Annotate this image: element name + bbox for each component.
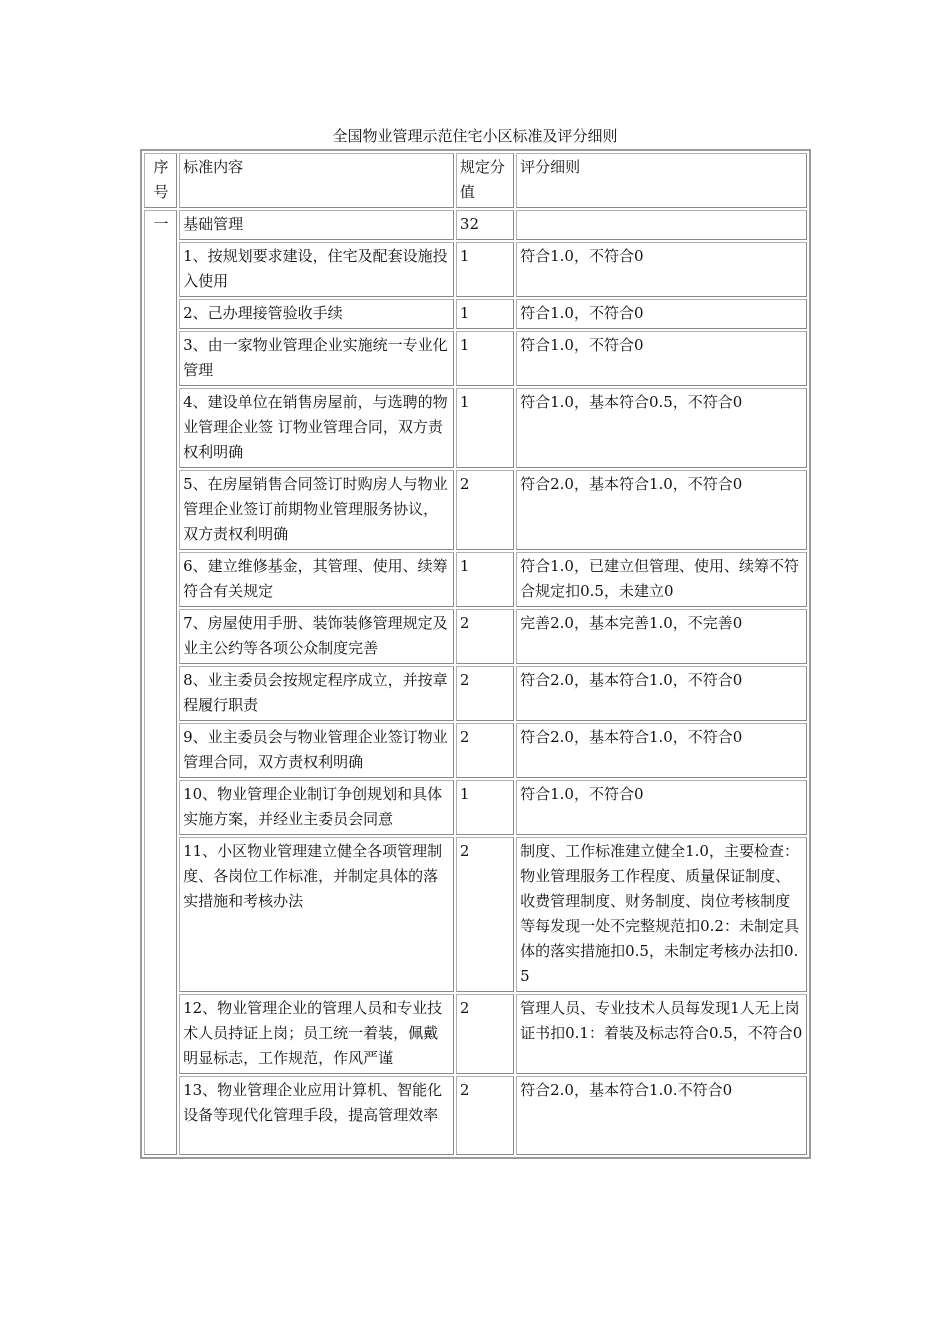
row-score: 2 <box>456 609 514 664</box>
row-score: 1 <box>456 331 514 386</box>
row-content: 11、小区物业管理建立健全各项管理制度、各岗位工作标准，并制定具体的落实措施和考核办法 <box>179 837 454 992</box>
table-row <box>144 1076 807 1155</box>
row-content: 4、建设单位在销售房屋前，与选聘的物业管理企业签 订物业管理合同，双方责权利明确 <box>179 388 454 468</box>
row-rule: 符合2.0，基本符合1.0，不符合0 <box>516 666 807 721</box>
table-header-row <box>144 153 807 208</box>
row-rule: 符合1.0，不符合0 <box>516 299 807 329</box>
header-seq: 序号 <box>144 153 177 208</box>
row-rule: 符合2.0，基本符合1.0，不符合0 <box>516 470 807 550</box>
table-row <box>144 299 807 329</box>
table-row <box>144 780 807 835</box>
row-rule: 完善2.0，基本完善1.0，不完善0 <box>516 609 807 664</box>
row-rule: 符合1.0，不符合0 <box>516 780 807 835</box>
document-title: 全国物业管理示范住宅小区标准及评分细则 <box>332 127 618 145</box>
section-rule <box>516 210 807 240</box>
row-content: 9、业主委员会与物业管理企业签订物业管理合同，双方责权利明确 <box>179 723 454 778</box>
row-rule: 符合1.0，已建立但管理、使用、续筹不符合规定扣0.5，未建立0 <box>516 552 807 607</box>
row-rule: 符合2.0，基本符合1.0，不符合0 <box>516 723 807 778</box>
row-score: 1 <box>456 388 514 468</box>
row-score: 2 <box>456 1076 514 1155</box>
row-score: 2 <box>456 837 514 992</box>
row-rule: 符合1.0，不符合0 <box>516 331 807 386</box>
section-seq: 一 <box>144 210 177 1155</box>
row-content: 13、物业管理企业应用计算机、智能化设备等现代化管理手段，提高管理效率 <box>179 1076 454 1155</box>
row-score: 2 <box>456 666 514 721</box>
row-content: 3、由一家物业管理企业实施统一专业化管理 <box>179 331 454 386</box>
row-score: 2 <box>456 470 514 550</box>
row-content: 12、物业管理企业的管理人员和专业技术人员持证上岗；员工统一着装，佩戴明显标志，工作规范，作风严谨 <box>179 994 454 1074</box>
row-score: 1 <box>456 242 514 297</box>
row-rule: 符合1.0，不符合0 <box>516 242 807 297</box>
row-rule: 制度、工作标准建立健全1.0，主要检查：物业管理服务工作程度、质量保证制度、收费管理制度、财务制度、岗位考核制度等每发现一处不完整规范扣0.2：未制定具体的落实措施扣0.5，未制定考核办法扣0.5 <box>516 837 807 992</box>
row-content: 8、业主委员会按规定程序成立，并按章程履行职责 <box>179 666 454 721</box>
table-row <box>144 609 807 664</box>
table-row <box>144 388 807 468</box>
table-row <box>144 666 807 721</box>
row-content: 10、物业管理企业制订争创规划和具体实施方案，并经业主委员会同意 <box>179 780 454 835</box>
row-content: 2、己办理接管验收手续 <box>179 299 454 329</box>
row-rule: 符合2.0，基本符合1.0.不符合0 <box>516 1076 807 1155</box>
row-content: 5、在房屋销售合同签订时购房人与物业管理企业签订前期物业管理服务协议，双方责权利明确 <box>179 470 454 550</box>
header-rule: 评分细则 <box>516 153 807 208</box>
row-content: 7、房屋使用手册、装饰装修管理规定及业主公约等各项公众制度完善 <box>179 609 454 664</box>
table-row <box>144 331 807 386</box>
row-rule: 管理人员、专业技术人员每发现1人无上岗证书扣0.1：着装及标志符合0.5，不符合0 <box>516 994 807 1074</box>
row-score: 1 <box>456 780 514 835</box>
table-row <box>144 994 807 1074</box>
row-rule: 符合1.0，基本符合0.5，不符合0 <box>516 388 807 468</box>
header-score: 规定分值 <box>456 153 514 208</box>
standards-table <box>140 149 811 1159</box>
section-score: 32 <box>456 210 514 240</box>
row-content: 6、建立维修基金，其管理、使用、续筹符合有关规定 <box>179 552 454 607</box>
table-row <box>144 723 807 778</box>
table-row <box>144 552 807 607</box>
row-content: 1、按规划要求建设，住宅及配套设施投入使用 <box>179 242 454 297</box>
row-score: 2 <box>456 994 514 1074</box>
header-standard: 标准内容 <box>179 153 454 208</box>
table-row <box>144 470 807 550</box>
table-row <box>144 242 807 297</box>
table-row <box>144 837 807 992</box>
row-score: 1 <box>456 552 514 607</box>
row-score: 2 <box>456 723 514 778</box>
section-name: 基础管理 <box>179 210 454 240</box>
row-score: 1 <box>456 299 514 329</box>
section-row <box>144 210 807 240</box>
